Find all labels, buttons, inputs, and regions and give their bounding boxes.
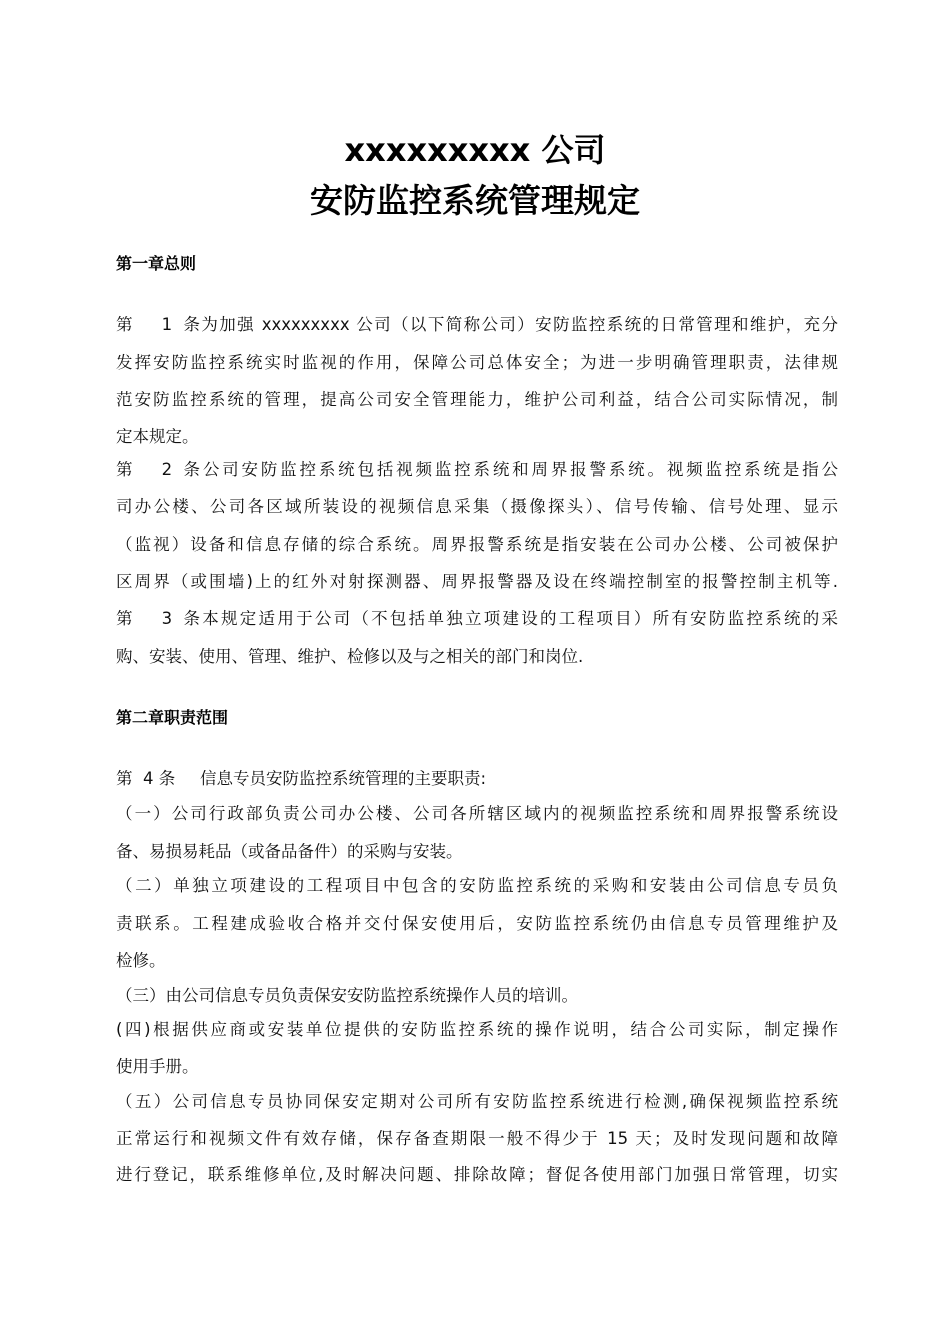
article-4-text: 信息专员安防监控系统管理的主要职责: [200,769,487,788]
duty-item-2-line-1: （二）单独立项建设的工程项目中包含的安防监控系统的采购和安装由公司信息专员负 [116,876,838,895]
article-2-line-4: 区周界（或围墙)上的红外对射探测器、周界报警器及设在终端控制室的报警控制主机等. [116,572,838,591]
chapter-2-heading: 第二章职责范围 [116,708,229,727]
document-title-regulation: 安防监控系统管理规定 [310,181,640,220]
article-1-label: 第 1 条 [116,315,200,334]
duty-item-1-line-2: 备、易损易耗品（或备品备件）的采购与安装。 [116,842,463,861]
article-1-line-4: 定本规定。 [116,427,199,446]
article-2-line-1 [116,458,838,482]
duty-item-2-line-3: 检修。 [116,951,166,970]
article-2-text-1: 公司安防监控系统包括视频监控系统和周界报警系统。视频监控系统是指公 [200,460,838,479]
duty-item-3-line-1: （三）由公司信息专员负责保安安防监控系统操作人员的培训。 [116,986,578,1005]
article-2-line-2: 司办公楼、公司各区域所装设的视频信息采集（摄像探头）、信号传输、信号处理、显示 [116,497,838,516]
article-4-label: 第 4 条 [116,769,176,788]
duty-item-5-line-2: 正常运行和视频文件有效存储，保存备查期限一般不得少于 15 天；及时发现问题和故障 [116,1129,838,1148]
article-3-line-1 [116,607,838,631]
article-2-line-3: （监视）设备和信息存储的综合系统。周界报警系统是指安装在公司办公楼、公司被保护 [116,535,838,554]
article-4-line-1 [116,767,838,791]
article-3-line-2: 购、安装、使用、管理、维护、检修以及与之相关的部门和岗位. [116,647,584,666]
article-3-text-1: 本规定适用于公司（不包括单独立项建设的工程项目）所有安防监控系统的采 [200,609,838,628]
duty-item-5-line-1: （五）公司信息专员协同保安定期对公司所有安防监控系统进行检测,确保视频监控系统 [116,1092,838,1111]
duty-item-5-line-3: 进行登记，联系维修单位,及时解决问题、排除故障；督促各使用部门加强日常管理，切实 [116,1165,838,1184]
duty-item-4-line-1: (四)根据供应商或安装单位提供的安防监控系统的操作说明，结合公司实际，制定操作 [116,1020,838,1039]
article-1-line-3: 范安防监控系统的管理，提高公司安全管理能力，维护公司利益，结合公司实际情况，制 [116,390,838,409]
duty-item-2-line-2: 责联系。工程建成验收合格并交付保安使用后，安防监控系统仍由信息专员管理维护及 [116,914,838,933]
article-2-label: 第 2 条 [116,460,200,479]
article-1-line-2: 发挥安防监控系统实时监视的作用，保障公司总体安全；为进一步明确管理职责，法律规 [116,353,838,372]
article-1-text-1: 为加强 xxxxxxxxx 公司（以下简称公司）安防监控系统的日常管理和维护，充分 [200,315,838,334]
article-1-line-1 [116,313,838,337]
document-title-company: xxxxxxxxx 公司 [344,131,606,169]
duty-item-4-line-2: 使用手册。 [116,1057,199,1076]
duty-item-1-line-1: （一）公司行政部负责公司办公楼、公司各所辖区域内的视频监控系统和周界报警系统设 [116,804,838,823]
article-3-label: 第 3 条 [116,609,200,628]
chapter-1-heading: 第一章总则 [116,254,197,273]
